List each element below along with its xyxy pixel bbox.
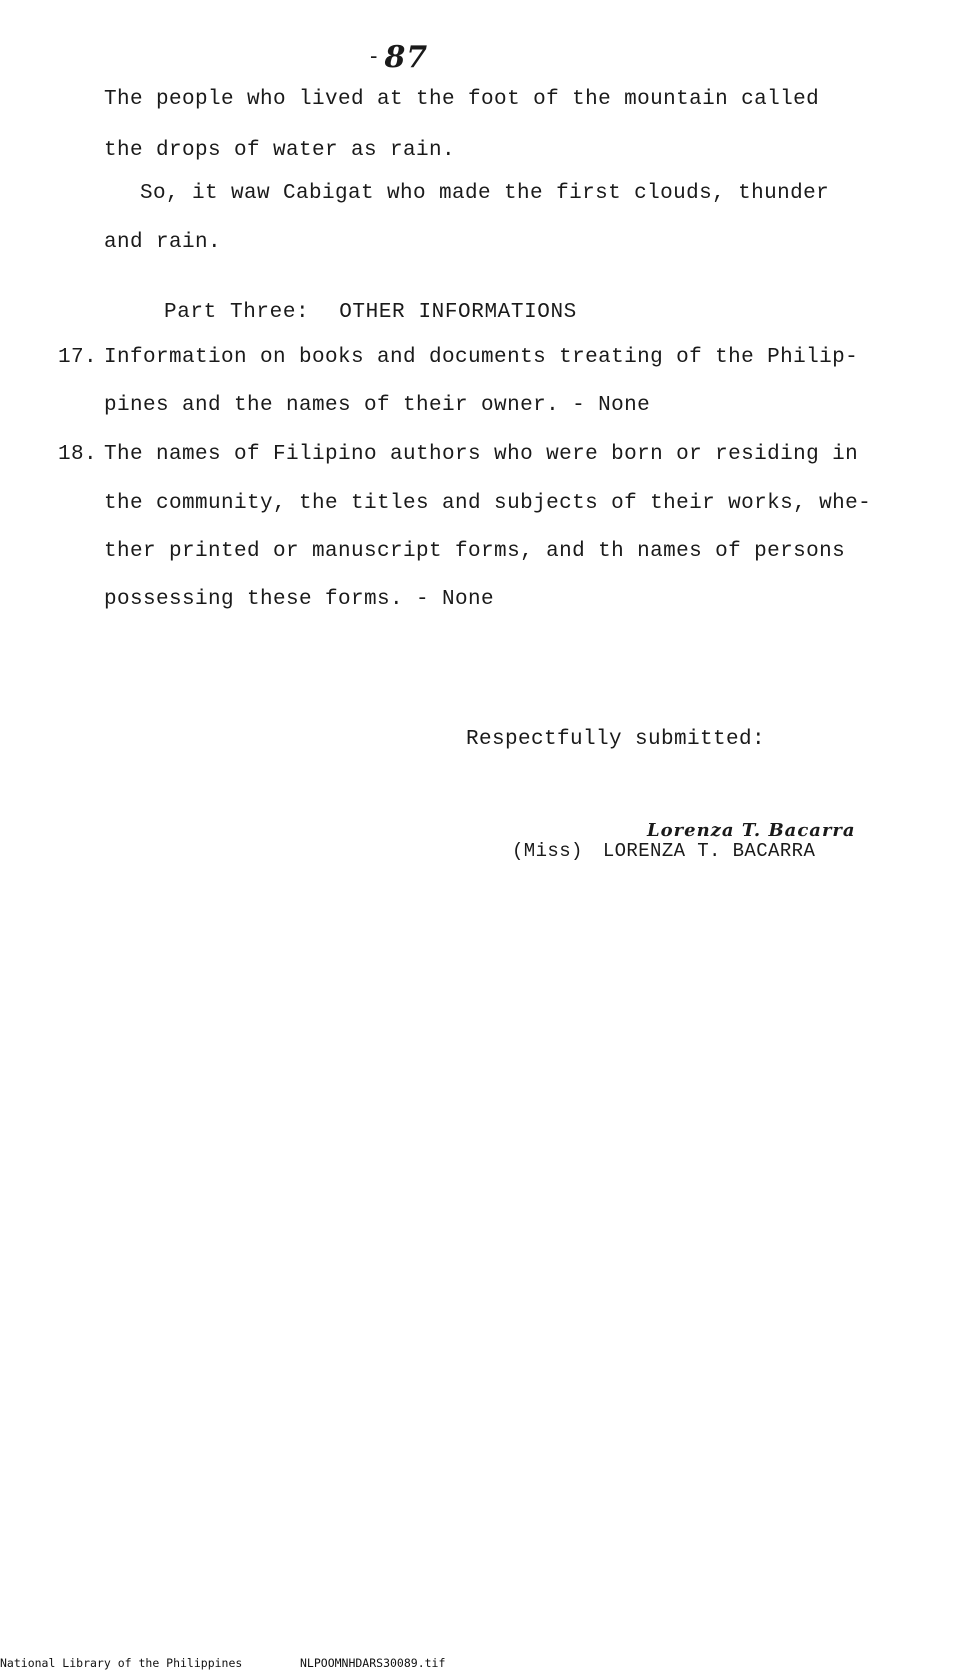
- item-18-line-1: The names of Filipino authors who were born or residing in: [104, 443, 859, 466]
- signatory-name: LORENZA T. BACARRA: [602, 840, 816, 862]
- handwritten-signature: Lorenza T. Bacarra: [647, 820, 856, 841]
- paragraph-1-line-2: the drops of water as rain.: [104, 139, 456, 162]
- section-heading-prefix: Part Three:: [164, 301, 310, 324]
- item-17-line-1: Information on books and documents treating of the Philip-: [104, 346, 859, 369]
- section-heading: [164, 301, 577, 324]
- item-18-line-2: the community, the titles and subjects of their works, whe-: [104, 492, 872, 515]
- signatory-title: (Miss): [512, 840, 583, 862]
- page-number-value: 87: [384, 40, 429, 75]
- paragraph-2-line-1: So, it waw Cabigat who made the first clouds, thunder: [140, 182, 830, 205]
- signatory-block: [512, 840, 815, 862]
- page-number-dash: -: [370, 44, 379, 69]
- page-number: [370, 40, 428, 75]
- section-heading-title: OTHER INFORMATIONS: [339, 301, 577, 324]
- footer-file-id: NLPOOMNHDARS30089.tif: [300, 1656, 446, 1670]
- footer-library: National Library of the Philippines: [0, 1656, 243, 1670]
- item-18-line-4: possessing these forms. - None: [104, 588, 495, 611]
- item-17-line-2: pines and the names of their owner. - None: [104, 394, 651, 417]
- paragraph-2-line-2: and rain.: [104, 231, 222, 254]
- respectfully-submitted: Respectfully submitted:: [466, 728, 766, 751]
- item-17-number: 17.: [58, 346, 98, 369]
- item-18-number: 18.: [58, 443, 98, 466]
- item-18-line-3: ther printed or manuscript forms, and th names of persons: [104, 540, 846, 563]
- paragraph-1-line-1: The people who lived at the foot of the mountain called: [104, 88, 820, 111]
